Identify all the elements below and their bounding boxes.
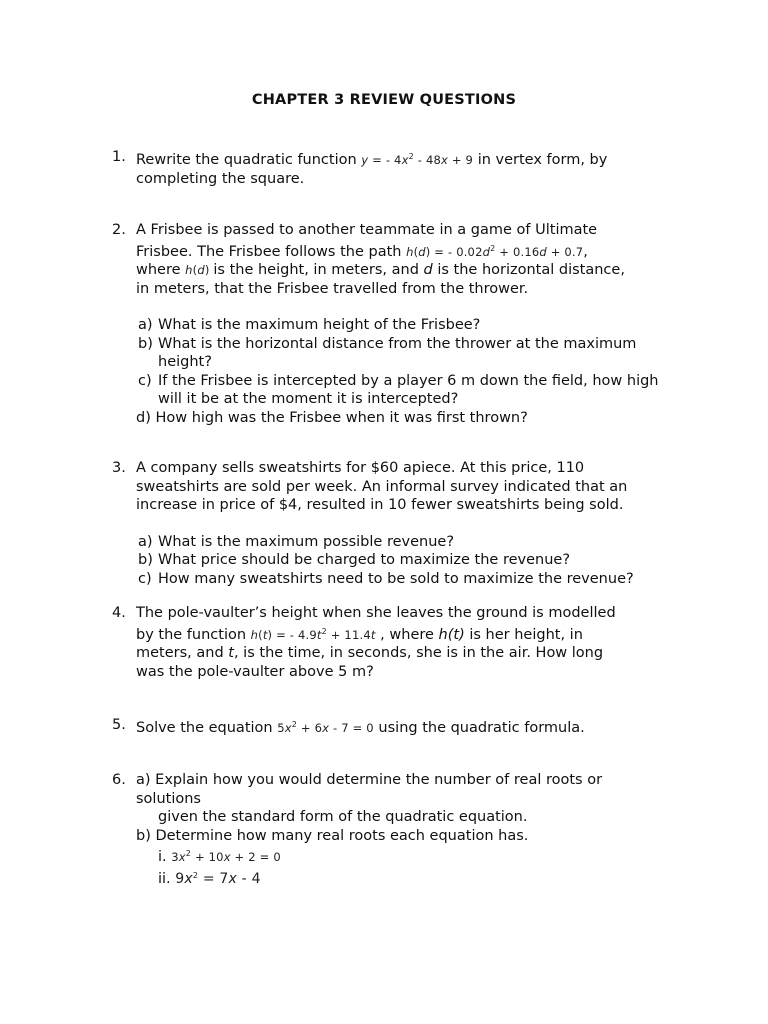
sub-label: b) <box>138 335 153 352</box>
question-text: A Frisbee is passed to another teammate in a game of Ultimate <box>136 222 598 238</box>
sub-question-text: What price should be charged to maximize the revenue? <box>158 552 571 568</box>
sub-question-text: What is the horizontal distance from the thrower at the maximum height? <box>158 335 637 370</box>
sub-question-b <box>138 335 672 372</box>
question-2 <box>112 221 672 427</box>
question-text: A company sells sweatshirts for $60 apiece. At this price, 110 sweatshirts are sold per week. An informal survey indicated that an increase in price of $4, resulted in 10 fewer sweatshirts being sold. <box>136 460 628 513</box>
sub-label: a) <box>138 317 153 333</box>
question-text: is the height, in meters, and <box>213 262 424 278</box>
question-text: The pole-vaulter’s height when she leaves the ground is modelled <box>136 605 616 621</box>
question-text: Solve the equation <box>136 720 278 736</box>
question-number: 5. <box>112 717 126 733</box>
question-3 <box>112 459 672 588</box>
question-text: a) Explain how you would determine the number of real roots or <box>136 772 603 788</box>
equation: $3x^2 + 10x + 2 = 0$ <box>171 849 281 864</box>
question-text: where <box>136 262 186 278</box>
question-text: given the standard form of the quadratic equation. <box>158 809 528 825</box>
question-number: 2. <box>112 222 126 238</box>
equation: h(t) = - $4.9t^2 + 11.4t$ <box>250 626 376 642</box>
equation: $5x^2 + 6x - 7 = 0$ <box>277 720 374 735</box>
question-5 <box>112 716 672 738</box>
question-text: b) Determine how many real roots each equation has. <box>136 827 529 844</box>
page-title: CHAPTER 3 REVIEW QUESTIONS <box>251 92 517 108</box>
equation-item-i <box>136 845 672 867</box>
sub-question-text: What is the maximum height of the Frisbee? <box>158 317 481 333</box>
sub-label: b) <box>138 552 153 568</box>
question-text: solutions <box>136 790 201 807</box>
equation-item-ii <box>136 867 672 889</box>
question-number: 6. <box>112 772 126 788</box>
sub-question-a <box>138 316 672 335</box>
question-4 <box>112 604 672 681</box>
question-text: was the pole-vaulter above 5 m? <box>136 663 374 680</box>
question-text: , is the time, in seconds, she is in the air. How long <box>233 645 604 661</box>
question-number: 1. <box>112 149 126 165</box>
variable: d <box>423 262 433 278</box>
sub-question-b <box>138 551 672 570</box>
question-text: meters, and <box>136 645 229 661</box>
item-label: i. <box>158 849 167 865</box>
question-text: by the function <box>136 626 251 643</box>
question-6 <box>112 771 672 888</box>
item-label: ii. <box>158 870 171 887</box>
question-number: 3. <box>112 460 126 476</box>
question-1 <box>112 148 672 188</box>
question-text: is the horizontal distance, <box>432 262 625 278</box>
question-number: 4. <box>112 605 126 621</box>
equation: h(d) = - $0.02d^2 + 0.16d + 0.7$ <box>406 243 584 259</box>
question-text: is her height, in <box>464 626 583 643</box>
question-text: using the quadratic formula. <box>373 720 585 736</box>
sub-question-d: d) How high was the Frisbee when it was first thrown? <box>136 409 528 426</box>
equation: $9x^2 = 7x - 4$ <box>175 870 261 887</box>
question-text: in meters, that the Frisbee travelled from the thrower. <box>136 280 529 297</box>
sub-question-text: What is the maximum possible revenue? <box>158 533 455 550</box>
question-text: Rewrite the quadratic function <box>136 152 362 168</box>
question-text: Frisbee. The Frisbee follows the path <box>136 243 407 260</box>
sub-question-c <box>138 570 672 589</box>
sub-question-text: How many sweatshirts need to be sold to maximize the revenue? <box>158 570 634 587</box>
sub-question-c <box>138 372 672 409</box>
variable: t <box>228 645 234 661</box>
equation: y = - $4x^2 - 48x + 9$ <box>361 152 474 167</box>
sub-label: c) <box>138 570 152 587</box>
sub-question-a <box>138 533 672 552</box>
variable: h(t) <box>438 626 465 643</box>
question-text: , where <box>375 626 439 643</box>
equation: h(d) <box>185 263 214 277</box>
sub-question-text: If the Frisbee is intercepted by a player 6 m down the field, how high will it be at the moment it is intercepted? <box>158 372 659 407</box>
question-text: , <box>583 243 588 260</box>
sub-label: a) <box>138 533 153 550</box>
sub-label: c) <box>138 372 152 389</box>
question-text: in vertex form, by completing the square. <box>136 152 608 187</box>
